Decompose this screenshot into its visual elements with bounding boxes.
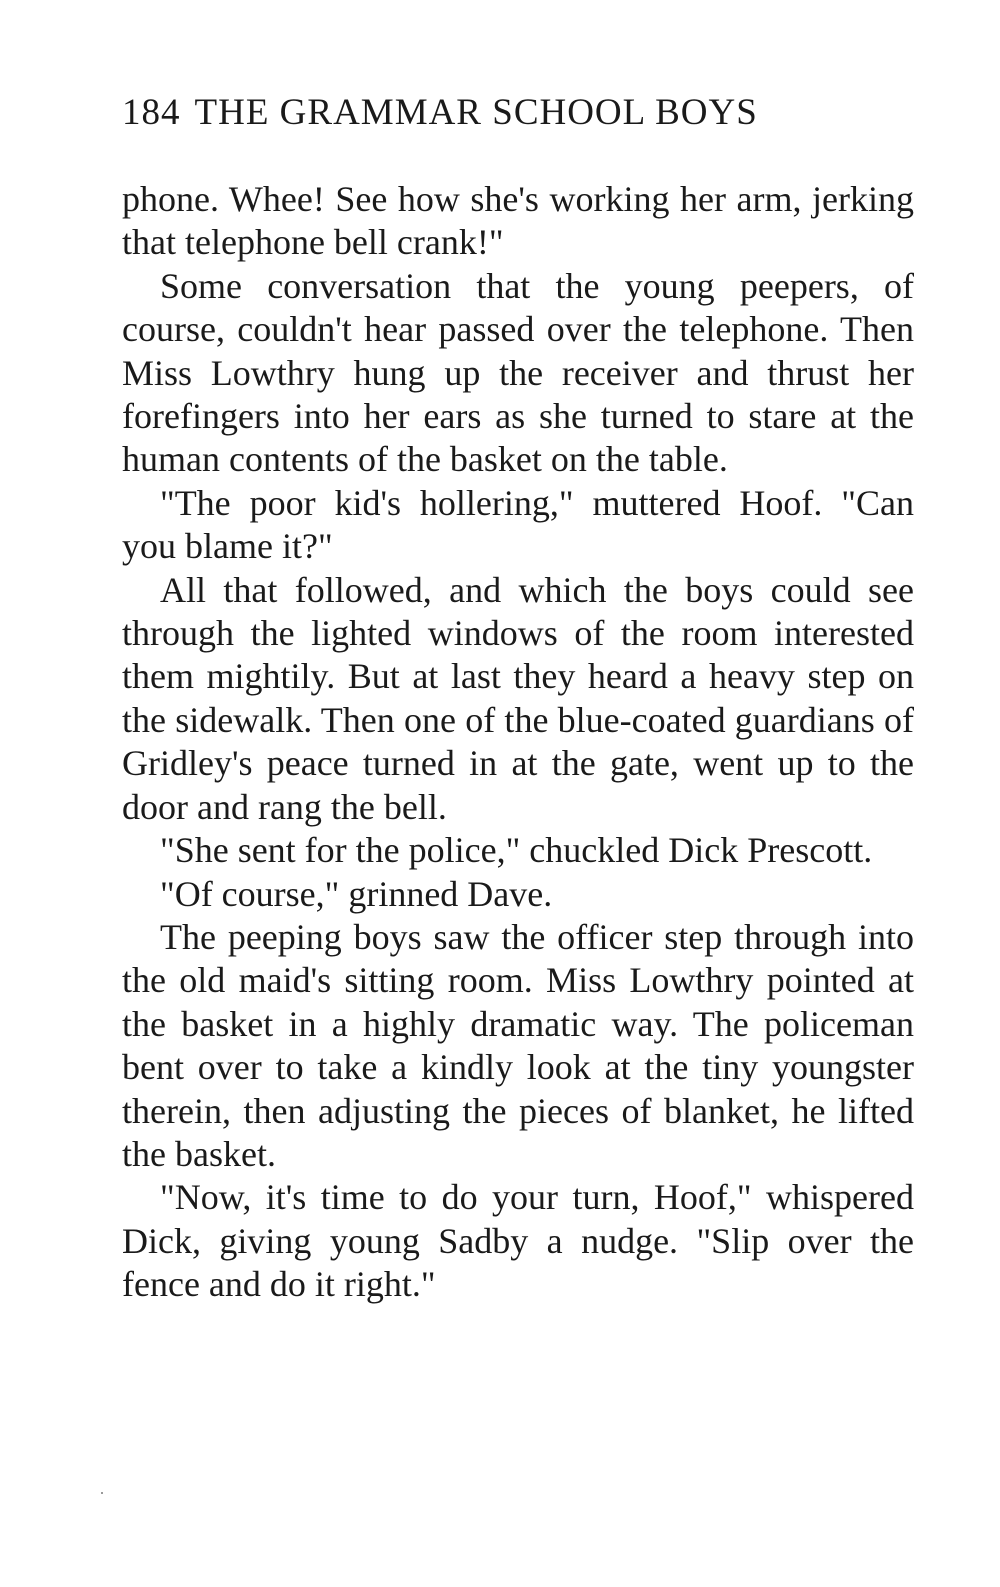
running-title: THE GRAMMAR SCHOOL BOYS [194, 92, 758, 133]
paragraph: "The poor kid's hollering," muttered Hoof. "Can you blame it?" [122, 482, 914, 567]
paragraph: "Now, it's time to do your turn, Hoof," whispered Dick, giving young Sadby a nudge. "Slip over the fence and do it right." [122, 1177, 914, 1305]
paragraph: Some conversation that the young peepers, of course, couldn't hear passed over the telephone. Then Miss Lowthry hung up the receiver and thrust her forefingers into her ears as she turned to stare at the human contents of the basket on the table. [122, 265, 914, 480]
running-header [122, 88, 914, 138]
paragraph: The peeping boys saw the officer step through into the old maid's sitting room. Miss Lowthry pointed at the basket in a highly dramatic way. The policeman bent over to take a kindly look at the tiny youngster therein, then adjusting the pieces of blanket, he lifted the basket. [122, 916, 914, 1174]
paragraph: "She sent for the police," chuckled Dick Prescott. [160, 830, 873, 871]
body-text [122, 178, 914, 1307]
paragraph: All that followed, and which the boys could see through the lighted windows of the room interested them mightily. But at last they heard a heavy step on the sidewalk. Then one of the blue-coated guardians of Gridley's peace turned in at the gate, went up to the door and rang the bell. [122, 569, 914, 827]
paragraph-continued: phone. Whee! See how she's working her arm, jerking that telephone bell crank!" [122, 179, 914, 263]
scan-speck [101, 1492, 103, 1494]
paragraph: "Of course," grinned Dave. [160, 873, 553, 914]
page-number: 184 [122, 92, 181, 133]
book-page [122, 88, 914, 1307]
